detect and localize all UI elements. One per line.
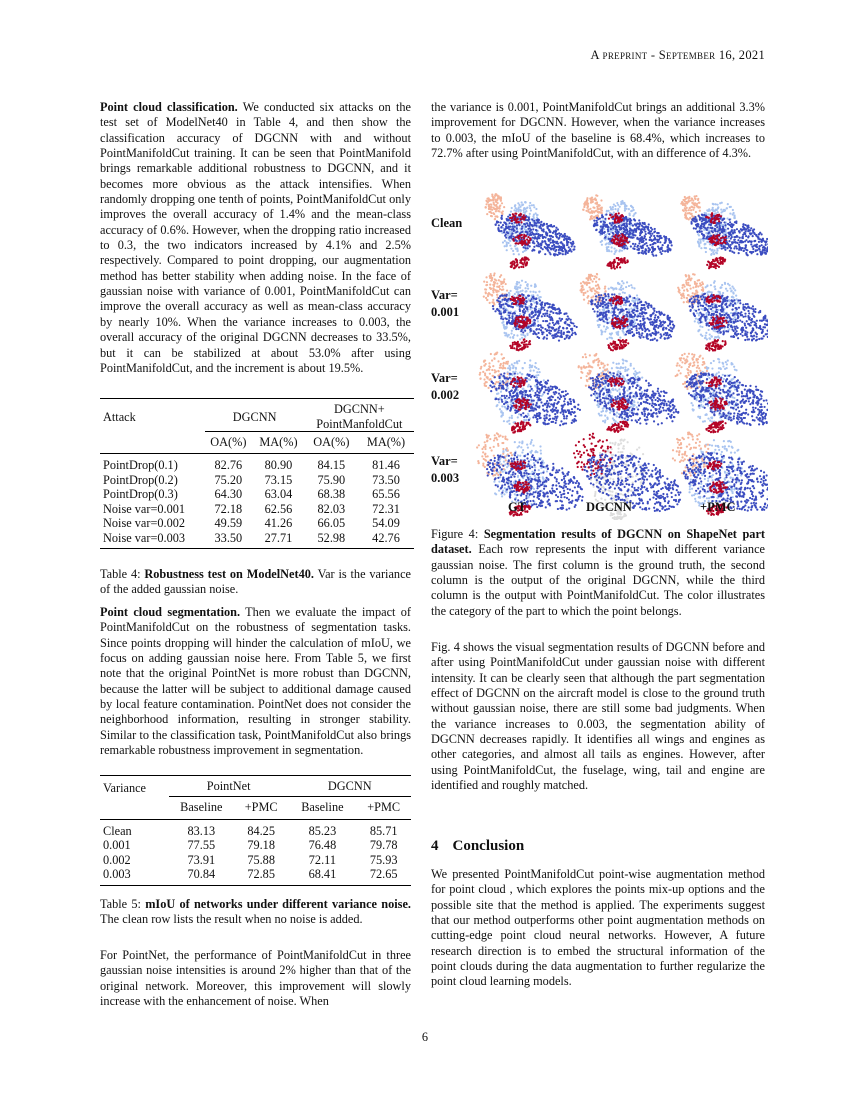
cell-value: 76.48 xyxy=(308,838,337,852)
cell-value: 73.50 xyxy=(372,472,400,487)
caption-label: Figure 4: xyxy=(431,527,484,541)
paragraph-fig4: Fig. 4 shows the visual segmentation results of DGCNN before and after using PointManifoldCut under gaussian noise with different intensity. It can be clearly seen that although the part segmentation effect of DGCNN on the aircraft model is close to the ground truth without gaussian noise, there are still some bad judgments. When the variance increases to 0.003, the segmentation ability of DGCNN decreases rapidly. It identifies all wings and engines as other categories, and almost all tails as engines. However, after using PointManifoldCut, the fuselage, wing, tail and engine are identified and roughly matched. xyxy=(431,640,765,793)
table-5 xyxy=(100,775,411,886)
figure-4 xyxy=(428,185,768,520)
row-label: PointDrop(0.2) xyxy=(103,472,178,487)
paragraph-text: Then we evaluate the impact of PointManifoldCut on the robustness of segmentation tasks. Since points dropping will hinder the calculation of mIoU, we focus on adding gaussian noise here. From Table 5, we first note that the original PointNet is more robust than DGCNN, because the latter will be subject to additional damage caused by local feature contamination. PointNet does not consider the neighborhood information, resulting in stronger stability. Similar to the classification task, PointManifoldCut also brings remarkable robustness improvement in segmentation. xyxy=(100,605,411,758)
th-sub: Baseline xyxy=(301,800,344,814)
caption-bold: mIoU of networks under different variance noise. xyxy=(145,897,411,911)
cell-value: 82.76 xyxy=(214,458,243,472)
cell-value: 65.56 xyxy=(372,487,400,501)
cell-value: 85.23 xyxy=(308,823,337,838)
table-4 xyxy=(100,398,414,549)
cell-value: 75.20 xyxy=(214,472,243,487)
th-attack: Attack xyxy=(103,410,136,424)
section-heading-conclusion xyxy=(431,839,524,854)
row-label: Clean xyxy=(431,216,463,230)
caption-bold: Segmentation results of DGCNN on ShapeNet part dataset. xyxy=(431,527,765,557)
row-label: PointDrop(0.1) xyxy=(103,458,178,472)
cell-value: 62.56 xyxy=(264,501,293,516)
row-label: Noise var=0.001 xyxy=(103,501,186,516)
figure-4-caption xyxy=(431,527,765,619)
point-cloud-plot xyxy=(476,432,584,516)
caption-bold: Robustness test on ModelNet40. xyxy=(144,567,314,581)
cell-value: 75.88 xyxy=(247,852,275,867)
cell-value: 49.59 xyxy=(214,516,243,530)
th-sub: Baseline xyxy=(180,800,223,814)
cell-value: 52.98 xyxy=(317,530,346,545)
paragraph-conclusion: We presented PointManifoldCut point-wise augmentation method for point cloud , which explores the points mix-up options and the possible site that the method is applied. The experiments suggest that our method outperforms other point augmentation methods on cutting-edge point cloud neural networks. However, A future research direction is to embed the structural information of the point clouds during the data augmentation to further regularize the point cloud learning models. xyxy=(431,867,765,989)
cell-value: 33.50 xyxy=(214,530,243,545)
point-cloud-plot xyxy=(479,351,581,433)
point-cloud-plot xyxy=(483,272,578,351)
point-cloud-plot xyxy=(578,353,680,433)
cell-value: 73.15 xyxy=(264,472,293,487)
point-cloud-plot xyxy=(579,273,675,352)
cell-value: 27.71 xyxy=(264,530,293,545)
table-row xyxy=(100,454,414,473)
cell-value: 85.71 xyxy=(369,823,398,838)
table-4-caption xyxy=(100,567,411,598)
th-dgcnn-pmc-2: PointManfoldCut xyxy=(316,416,403,431)
cell-value: 80.90 xyxy=(264,458,293,472)
cell-value: 70.84 xyxy=(187,867,216,881)
paragraph-title: Point cloud segmentation. xyxy=(100,605,241,619)
cell-value: 68.41 xyxy=(308,867,337,881)
point-cloud-plot xyxy=(485,193,576,269)
cell-value: 72.85 xyxy=(247,867,275,881)
paragraph-title: Point cloud classification. xyxy=(100,100,238,114)
cell-value: 72.31 xyxy=(372,501,400,516)
cell-value: 84.15 xyxy=(317,458,346,472)
row-label: Var= 0.003 xyxy=(431,454,460,485)
table-row xyxy=(100,516,414,531)
section-title: Conclusion xyxy=(452,838,525,854)
cell-value: 72.65 xyxy=(369,867,398,881)
row-label: Var= 0.001 xyxy=(431,288,460,319)
segmentation-grid xyxy=(428,185,768,520)
point-cloud-plot xyxy=(680,195,768,269)
cell-value: 72.18 xyxy=(214,501,243,516)
caption-text: Each row represents the input with different variance gaussian noise. The first column is the ground truth, the second column is the output of the original DGCNN, while the third column is the output with PointManifoldCut. The color illustrates the category of the part to which the point belongs. xyxy=(431,542,765,618)
cell-value: 83.13 xyxy=(187,823,216,838)
th-variance: Variance xyxy=(103,780,147,795)
cell-value: 73.91 xyxy=(187,852,216,867)
cell-value: 68.38 xyxy=(317,487,346,501)
th-dgcnn-pmc: DGCNN+ xyxy=(334,402,385,416)
row-label: 0.001 xyxy=(103,838,131,852)
paragraph-pointnet: For PointNet, the performance of PointManifoldCut in three gaussian noise intensities is around 2% higher than that of the original network. Moreover, this improvement will slowly increase with the enhancement of noise. When xyxy=(100,948,411,1009)
cell-value: 75.93 xyxy=(369,852,398,867)
cell-value: 81.46 xyxy=(372,458,400,472)
cell-value: 79.78 xyxy=(369,838,398,852)
caption-label: Table 4: xyxy=(100,567,145,581)
th-sub: MA(%) xyxy=(259,435,298,449)
page-number: 6 xyxy=(421,1030,429,1044)
row-label: Var= 0.002 xyxy=(431,371,460,402)
column-label: DGCNN xyxy=(586,500,632,514)
caption-text: Var is the variance of the added gaussian noise. xyxy=(100,567,411,597)
cell-value: 64.30 xyxy=(214,487,243,501)
cell-value: 77.55 xyxy=(187,838,216,852)
row-label: Noise var=0.002 xyxy=(103,516,186,530)
th-sub: OA(%) xyxy=(313,435,350,449)
caption-label: Table 5: xyxy=(100,897,146,911)
table-5-caption xyxy=(100,897,411,928)
table-row xyxy=(100,502,414,517)
table-row xyxy=(100,531,414,549)
th-sub: +PMC xyxy=(244,800,278,814)
th-dgcnn: DGCNN xyxy=(288,776,411,797)
cell-value: 72.11 xyxy=(308,852,336,867)
cell-value: 41.26 xyxy=(264,516,293,530)
cell-value: 82.03 xyxy=(317,501,346,516)
cell-value: 63.04 xyxy=(264,487,293,501)
row-label: PointDrop(0.3) xyxy=(103,487,178,501)
paragraph-continued: the variance is 0.001, PointManifoldCut brings an additional 3.3% improvement for DGCNN. However, when the variance increases to 0.003, the mIoU of the baseline is 68.4%, which increases to 72.7% after using PointManifoldCut, with an difference of 4.3%. xyxy=(431,100,765,161)
row-label: Clean xyxy=(103,823,132,838)
th-sub: OA(%) xyxy=(210,434,247,449)
table-row xyxy=(100,487,414,502)
column-label: +PMC xyxy=(700,500,736,514)
point-cloud-plot xyxy=(582,194,673,269)
table-row xyxy=(100,838,411,853)
table-row xyxy=(100,819,411,838)
cell-value: 84.25 xyxy=(247,823,275,838)
paragraph-segmentation xyxy=(100,605,411,758)
row-label: Noise var=0.003 xyxy=(103,530,186,545)
column-label: GT xyxy=(508,500,527,514)
point-cloud-plot xyxy=(675,353,768,434)
cell-value: 42.76 xyxy=(372,530,400,545)
paragraph-classification xyxy=(100,100,411,376)
th-sub: +PMC xyxy=(367,800,401,814)
cell-value: 54.09 xyxy=(372,516,400,530)
table-row xyxy=(100,867,411,885)
section-number: 4 xyxy=(431,838,439,854)
paragraph-text: We conducted six attacks on the test set of ModelNet40 in Table 4, and then show the classification accuracy of DGCNN with and without PointManifoldCut training. It can be seen that PointManifold brings remarkable additional robustness to DGCNN, and it becomes more obvious as the attack intensifies. When randomly dropping one tenth of points, PointManifoldCut only improves the overall accuracy of 1.4% and the mean-class accuracy of 0.6%. However, when the dropping ratio increased to 0.3, the two indicators increased by 4.1% and 2.5% respectively. Compared to point dropping, our augmentation method has better stability when adding noise. In the face of gaussian noise with variance of 0.001, PointManifoldCut can improve the overall accuracy as well as mean-class accuracy by nearly 10%. When the variance increases to 0.003, the overall accuracy of the original DGCNN decreases to 33.5%, but it can be stabilized at about 53.0% after using PointManifoldCut, and the increment is about 19.5%. xyxy=(100,100,411,375)
th-sub: MA(%) xyxy=(366,435,406,449)
th-pointnet: PointNet xyxy=(169,776,289,797)
table-row xyxy=(100,853,411,868)
running-header: A preprint - September 16, 2021 xyxy=(590,48,765,62)
th-dgcnn: DGCNN xyxy=(205,399,305,432)
cell-value: 75.90 xyxy=(317,472,346,487)
cell-value: 66.05 xyxy=(317,516,346,530)
point-cloud-plot xyxy=(677,273,768,352)
cell-value: 79.18 xyxy=(247,838,275,852)
row-label: 0.002 xyxy=(103,852,131,867)
row-label: 0.003 xyxy=(103,867,131,881)
caption-text: The clean row lists the result when no noise is added. xyxy=(100,912,363,927)
table-row xyxy=(100,473,414,488)
